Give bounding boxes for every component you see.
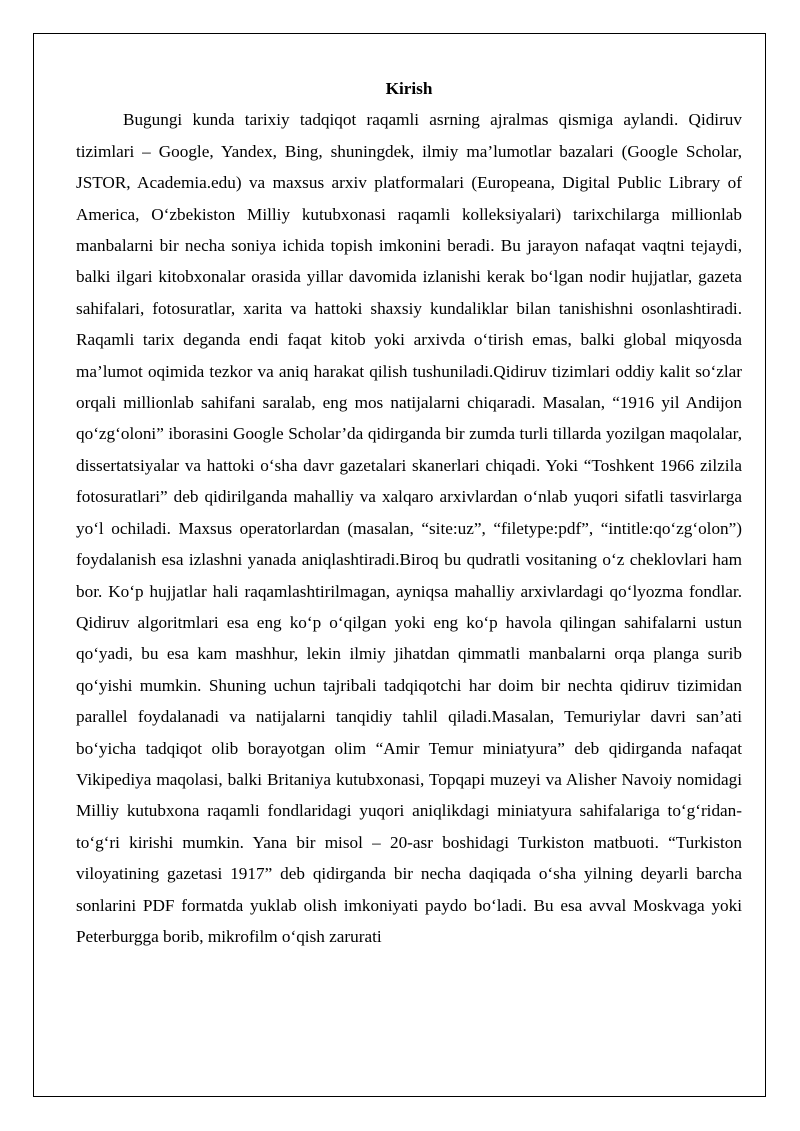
section-heading: Kirish [385, 79, 433, 98]
body-paragraph: Bugungi kunda tarixiy tadqiqot raqamli asrning ajralmas qismiga aylandi. Qidiruv tizimlari – Google, Yandex, Bing, shuningdek, ilmiy ma’lumotlar bazalari (Google Scholar, JSTOR, Academia.edu) va maxsus arxiv platformalari (Europeana, Digital Public Library of America, O‘zbekiston Milliy kutubxonasi raqamli kolleksiyalari) tarixchilarga millionlab manbalarni bir necha soniya ichida topish imkonini beradi. Bu jarayon nafaqat vaqtni tejaydi, balki ilgari kitobxonalar orasida yillar davomida izlanishi kerak bo‘lgan nodir hujjatlar, gazeta sahifalari, fotosuratlar, xarita va hattoki shaxsiy kundaliklar bilan tanishishni osonlashtiradi. Raqamli tarix deganda endi faqat kitob yoki arxivda o‘tirish emas, balki global miqyosda ma’lumot oqimida tezkor va aniq harakat qilish tushuniladi.Qidiruv tizimlari oddiy kalit so‘zlar orqali millionlab sahifani saralab, eng mos natijalarni chiqaradi. Masalan, “1916 yil Andijon qo‘zg‘oloni” iborasini Google Scholar’da qidirganda bir zumda turli tillarda yozilgan maqolalar, dissertatsiyalar va hattoki o‘sha davr gazetalari skanerlari chiqadi. Yoki “Toshkent 1966 zilzila fotosuratlari” deb qidirilganda mahalliy va xalqaro arxivlardan o‘nlab yuqori sifatli tasvirlarga yo‘l ochiladi. Maxsus operatorlardan (masalan, “site:uz”, “filetype:pdf”, “intitle:qo‘zg‘olon”) foydalanish esa izlashni yanada aniqlashtiradi.Biroq bu qudratli vositaning o‘z cheklovlari ham bor. Ko‘p hujjatlar hali raqamlashtirilmagan, ayniqsa mahalliy arxivlardagi qo‘lyozma fondlar. Qidiruv algoritmlari esa eng ko‘p o‘qilgan yoki eng ko‘p havola qilingan sahifalarni ustun qo‘yadi, bu esa kam mashhur, lekin ilmiy jihatdan qimmatli manbalarni orqa planga surib qo‘yishi mumkin. Shuning uchun tajribali tadqiqotchi har doim bir nechta qidiruv tizimidan parallel foydalanadi va natijalarni tanqidiy tahlil qiladi.Masalan, Temuriylar davri san’ati bo‘yicha tadqiqot olib borayotgan olim “Amir Temur miniatyura” deb qidirganda nafaqat Vikipediya maqolasi, balki Britaniya kutubxonasi, Topqapi muzeyi va Alisher Navoiy nomidagi Milliy kutubxona raqamli fondlaridagi yuqori aniqlikdagi miniatyura sahifalariga to‘g‘ridan-to‘g‘ri kirishi mumkin. Yana bir misol – 20-asr boshidagi Turkiston matbuoti. “Turkiston viloyatining gazetasi 1917” deb qidirganda bir necha daqiqada o‘sha yilning deyarli barcha sonlarini PDF formatda yuklab olish imkoniyati paydo bo‘ladi. Bu esa avval Moskvaga yoki Peterburgga borib, mikrofilm o‘qish zarurati [76, 110, 742, 946]
document-body [76, 73, 742, 952]
